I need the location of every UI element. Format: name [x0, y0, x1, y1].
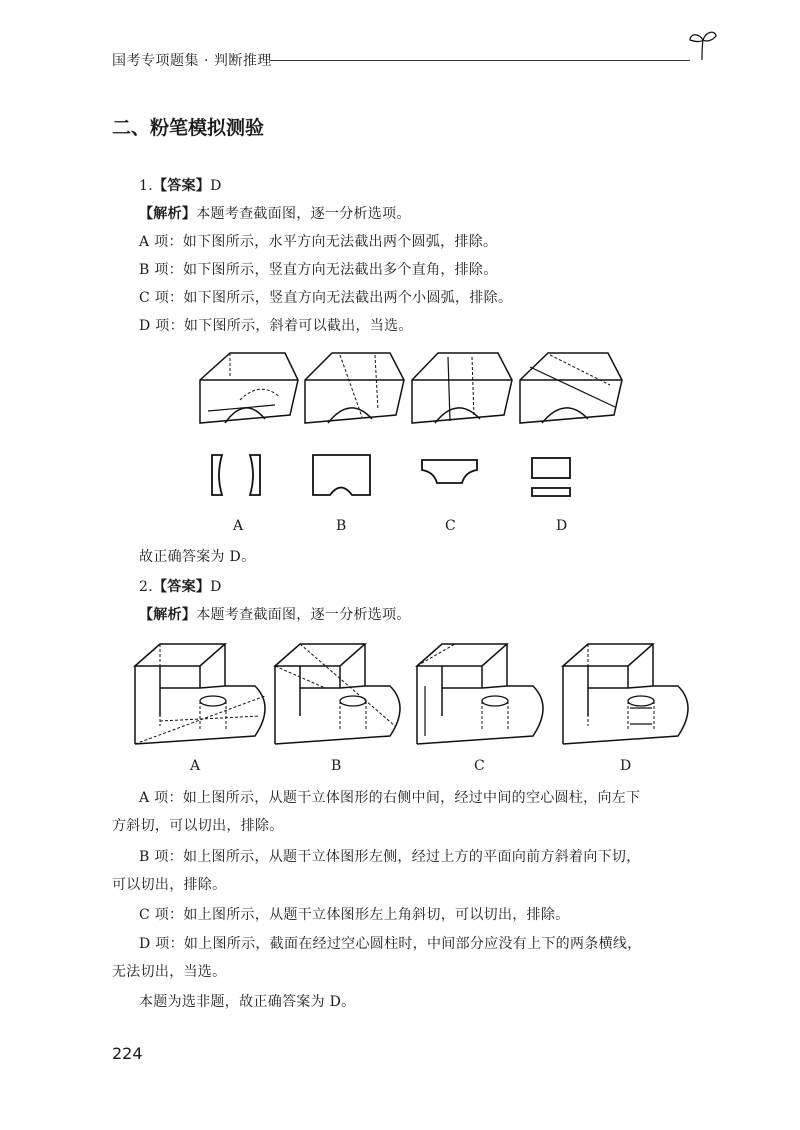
q2-option-d-line1: D 项：如上图所示，截面在经过空心圆柱时，中间部分应没有上下的两条横线，	[139, 936, 642, 952]
q1-analysis-line	[139, 203, 411, 223]
q2-analysis-line	[139, 604, 411, 624]
q2-option-a-line1: A 项：如上图所示，从题干立体图形的右侧中间，经过中间的空心圆柱，向左下	[139, 790, 641, 806]
header-rule	[270, 60, 690, 61]
running-header: 国考专项题集 · 判断推理	[112, 53, 272, 69]
sprout-icon	[688, 28, 718, 62]
q2-analysis: 本题考查截面图，逐一分析选项。	[196, 607, 411, 623]
q2-label-b: B	[331, 758, 342, 774]
q1-analysis-tag: 【解析】	[139, 206, 197, 222]
page-number: 224	[112, 1044, 143, 1063]
q1-answer: D	[210, 178, 222, 194]
q1-option-c: C 项：如下图所示，竖直方向无法截出两个小圆弧，排除。	[139, 290, 513, 306]
q1-section-b	[313, 455, 370, 495]
q1-section-c	[422, 460, 477, 483]
q2-option-b-line2: 可以切出，排除。	[112, 877, 227, 893]
q2-solid-a	[135, 644, 265, 744]
q1-conclusion: 故正确答案为 D。	[139, 549, 256, 565]
q2-solid-d	[563, 644, 688, 744]
q2-label-d: D	[620, 758, 632, 774]
q2-label-c: C	[474, 758, 485, 774]
q2-answer-line	[139, 576, 222, 596]
q1-solid-b	[305, 353, 404, 423]
q1-answer-line	[139, 175, 222, 195]
q1-label-d: D	[556, 518, 568, 534]
q1-analysis: 本题考查截面图，逐一分析选项。	[196, 206, 411, 222]
q1-label-a: A	[233, 518, 244, 534]
q1-label-c: C	[445, 518, 456, 534]
q1-solid-c	[412, 353, 512, 423]
q2-answer: D	[210, 579, 222, 595]
q2-label-a: A	[190, 758, 201, 774]
q2-solid-b	[275, 644, 400, 744]
q2-option-c: C 项：如上图所示，从题干立体图形左上角斜切，可以切出，排除。	[139, 907, 570, 923]
q1-solid-d	[520, 353, 622, 423]
q2-option-b-line1: B 项：如上图所示，从题干立体图形左侧，经过上方的平面向前方斜着向下切，	[139, 849, 641, 865]
q1-option-b: B 项：如下图所示，竖直方向无法截出多个直角，排除。	[139, 262, 498, 278]
q1-section-d	[532, 458, 570, 496]
q1-answer-tag: 【答案】	[152, 178, 211, 194]
q1-sections-figure	[200, 450, 580, 505]
q1-solids-figure	[180, 345, 640, 430]
q2-conclusion: 本题为选非题，故正确答案为 D。	[139, 994, 356, 1010]
q2-option-a-line2: 方斜切，可以切出，排除。	[112, 818, 284, 834]
q2-number: 2.	[139, 579, 153, 595]
q2-answer-tag: 【答案】	[152, 579, 211, 595]
q2-solids-figure	[125, 636, 700, 756]
q1-option-d: D 项：如下图所示，斜着可以截出，当选。	[139, 318, 413, 334]
q2-option-d-line2: 无法切出，当选。	[112, 964, 227, 980]
q1-number: 1.	[139, 178, 153, 194]
q1-option-a: A 项：如下图所示，水平方向无法截出两个圆弧，排除。	[139, 234, 498, 250]
q2-solid-c	[417, 644, 543, 744]
q1-section-a	[212, 455, 260, 495]
q1-solid-a	[200, 353, 298, 423]
q1-label-b: B	[336, 518, 347, 534]
q2-analysis-tag: 【解析】	[139, 607, 197, 623]
section-title: 二、粉笔模拟测验	[112, 117, 265, 139]
